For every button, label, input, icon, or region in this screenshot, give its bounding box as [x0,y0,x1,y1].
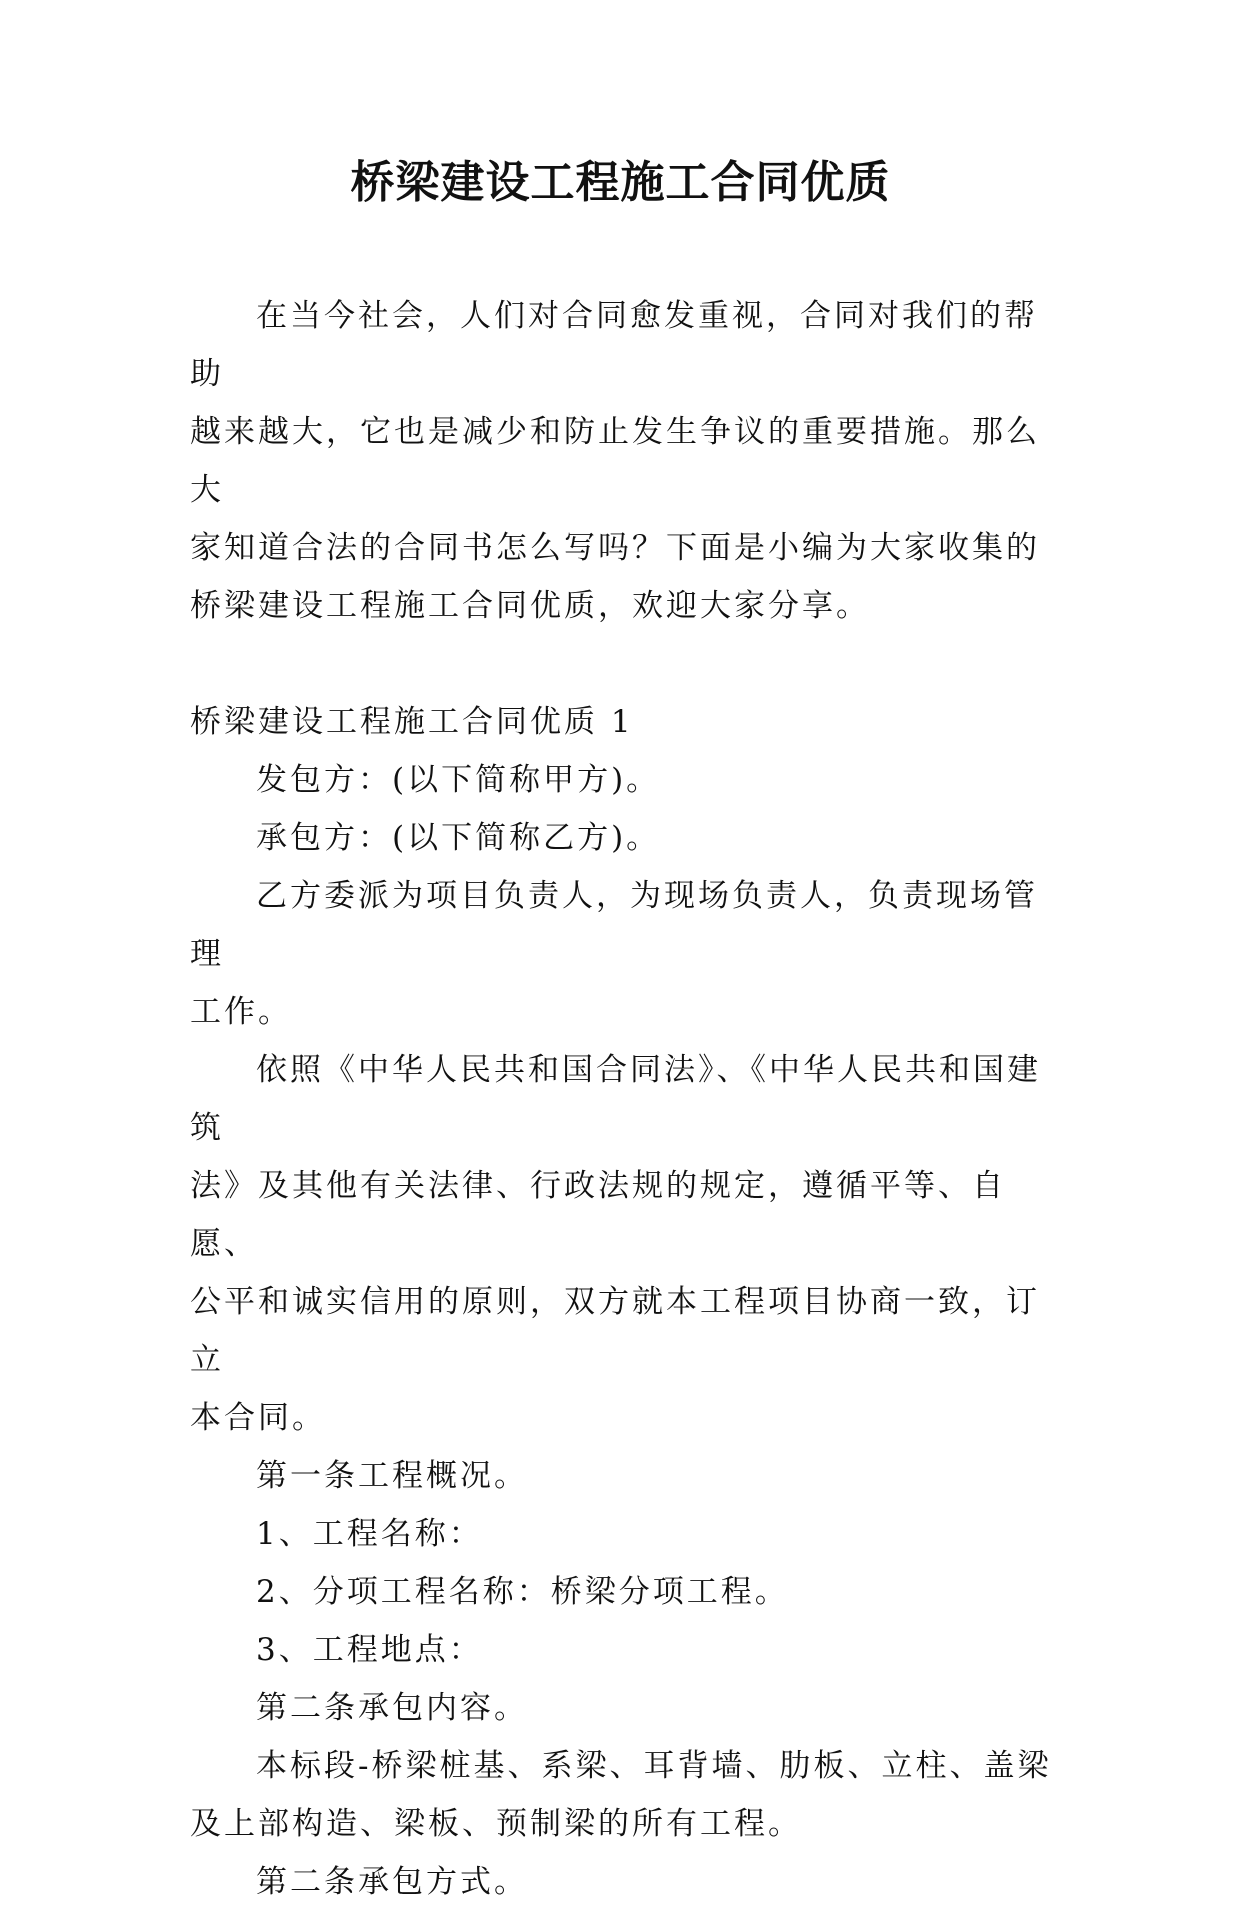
paragraph-legal-basis-line-1: 依照《中华人民共和国合同法》、《中华人民共和国建筑 [190,1052,1041,1146]
paragraph-project-manager-line-1: 乙方委派为项目负责人，为现场负责人，负责现场管理 [190,878,1038,972]
paragraph-legal-basis-line-2: 法》及其他有关法律、行政法规的规定，遵循平等、自愿、 [190,1168,1006,1262]
paragraph-legal-basis-line-4: 本合同。 [190,1400,326,1436]
project-location-item: 3、工程地点： [256,1632,483,1668]
document-title: 桥梁建设工程施工合同优质 [350,157,891,208]
document-body [190,287,1060,1911]
scope-of-work-line-2: 及上部构造、梁板、预制梁的所有工程。 [190,1806,802,1842]
paragraph-legal-basis-line-3: 公平和诚实信用的原则，双方就本工程项目协商一致，订立 [190,1284,1040,1378]
paragraph-contractor: 承包方：(以下简称乙方)。 [256,820,661,856]
section-heading: 桥梁建设工程施工合同优质 1 [190,704,634,740]
article-1-heading: 第一条工程概况。 [256,1458,528,1494]
paragraph-project-manager-line-2: 工作。 [190,994,292,1030]
article-2-heading: 第二条承包内容。 [256,1690,528,1726]
intro-line-4: 桥梁建设工程施工合同优质，欢迎大家分享。 [190,588,870,624]
intro-line-1: 在当今社会，人们对合同愈发重视，合同对我们的帮助 [190,298,1038,392]
project-name-item: 1、工程名称： [256,1516,483,1552]
paragraph-gap [190,635,1060,693]
intro-line-2: 越来越大，它也是减少和防止发生争议的重要措施。那么大 [190,414,1040,508]
intro-line-3: 家知道合法的合同书怎么写吗？下面是小编为大家收集的 [190,530,1040,566]
paragraph-employer: 发包方：(以下简称甲方)。 [256,762,661,798]
scope-of-work-line-1: 本标段-桥梁桩基、系梁、耳背墙、肋板、立柱、盖梁 [256,1748,1052,1784]
subproject-name-item: 2、分项工程名称：桥梁分项工程。 [256,1574,789,1610]
contract-method-heading: 第二条承包方式。 [256,1864,528,1900]
